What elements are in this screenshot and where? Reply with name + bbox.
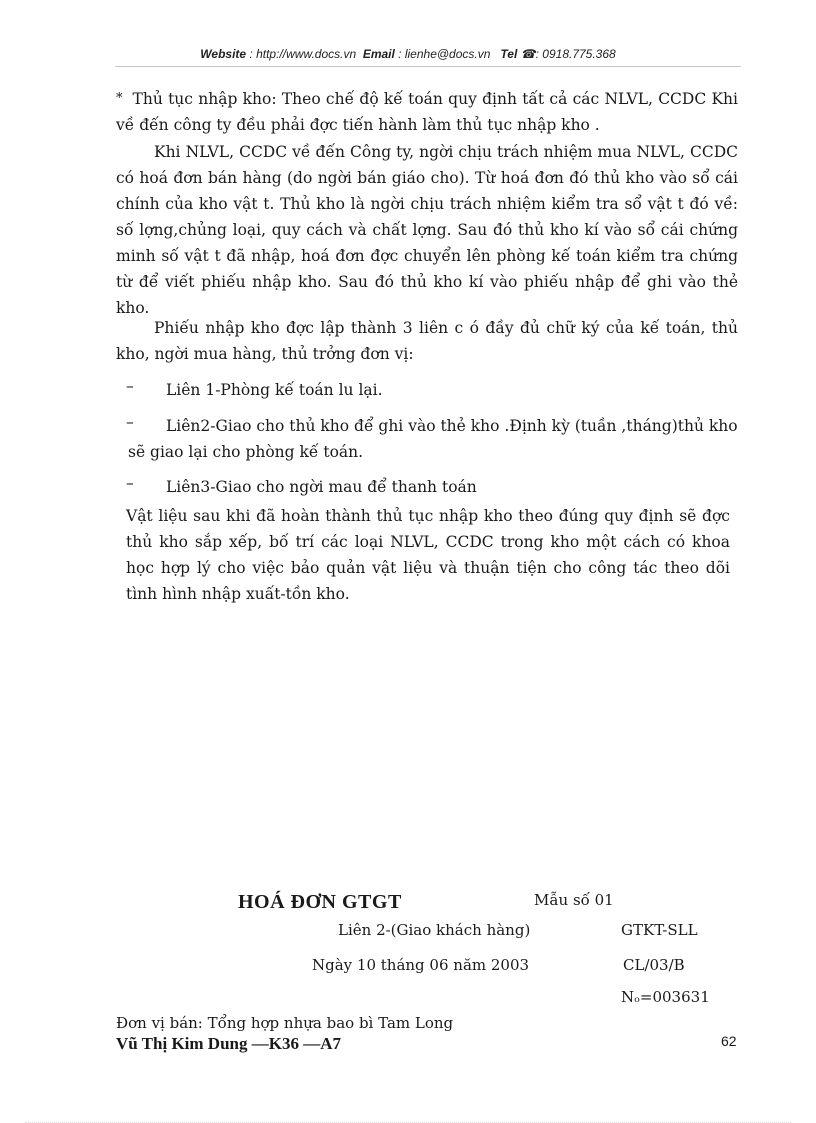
paragraph-3: [116, 315, 738, 367]
invoice-seller: Đơn vị bán: Tổng hợp nhựa bao bì Tam Long: [116, 1014, 454, 1032]
list-item: [126, 474, 738, 500]
list-item: [126, 413, 738, 439]
list-item-2-continued: sẽ giao lại cho phòng kế toán.: [128, 443, 364, 461]
paragraph-4: [126, 503, 730, 607]
dash-bullet: –: [126, 474, 134, 492]
website-url: : http://www.docs.vn: [249, 47, 357, 61]
invoice-title: HOÁ ĐƠN GTGT: [238, 891, 402, 913]
invoice-code: GTKT-SLL: [621, 921, 698, 939]
page-header: [0, 47, 816, 61]
paragraph-2: [116, 139, 738, 321]
paragraph-3-text: Phiếu nhập kho đợc lập thành 3 liên c ó đầy đủ chữ ký của kế toán, thủ kho, ngời mua hàng, thủ trởng đơn vị:: [116, 319, 738, 363]
tel-label: Tel: [500, 47, 518, 61]
dash-bullet: –: [126, 413, 134, 431]
invoice-date: Ngày 10 tháng 06 năm 2003: [312, 956, 530, 974]
email-value: : lienhe@docs.vn: [398, 47, 491, 61]
page-number: 62: [721, 1033, 737, 1049]
list-item-3: Liên3-Giao cho ngời mau để thanh toán: [166, 478, 477, 496]
invoice-series: CL/03/B: [623, 956, 685, 974]
paragraph-4-text: Vật liệu sau khi đã hoàn thành thủ tục nhập kho theo đúng quy định sẽ đợc thủ kho sắp xếp, bố trí các loại NLVL, CCDC trong kho một cách có khoa học hợp lý cho việc bảo quản vật liệu và thuận tiện cho công tác theo dõi tình hình nhập xuất-tồn kho.: [126, 507, 730, 603]
paragraph-1: [116, 86, 738, 138]
footer-author: Vũ Thị Kim Dung —K36 —A7: [116, 1034, 341, 1053]
list-item-2: Liên2-Giao cho thủ kho để ghi vào thẻ kho .Định kỳ (tuần ,tháng)thủ kho: [166, 417, 738, 435]
invoice-form-number: Mẫu số 01: [534, 891, 614, 909]
paragraph-1-text: Thủ tục nhập kho: Theo chế độ kế toán quy định tất cả các NLVL, CCDC Khi về đến công ty đều phải đợc tiến hành làm thủ tục nhập kho .: [116, 90, 738, 134]
dash-bullet: –: [126, 377, 134, 395]
tel-value: : 0918.775.368: [535, 47, 616, 61]
list-item-1: Liên 1-Phòng kế toán lu lại.: [166, 381, 383, 399]
invoice-number: Nₒ=003631: [621, 988, 710, 1006]
star-bullet: *: [116, 91, 123, 106]
header-divider: [115, 66, 741, 67]
invoice-copy: Liên 2-(Giao khách hàng): [338, 921, 531, 939]
list-item: [126, 377, 738, 403]
phone-icon: ☎: [520, 47, 536, 61]
website-label: Website: [200, 47, 247, 61]
email-label: Email: [362, 47, 395, 61]
paragraph-2-text: Khi NLVL, CCDC về đến Công ty, ngời chịu trách nhiệm mua NLVL, CCDC có hoá đơn bán hàng (do ngời bán giáo cho). Từ hoá đơn đó thủ kho vào sổ cái chính của kho vật t. Thủ kho là ngời chịu trách nhiệm kiểm tra sổ vật t đó về: số lợng,chủng loại, quy cách và chất lợng. Sau đó thủ kho kí vào sổ cái chứng minh số vật t đã nhập, hoá đơn đợc chuyển lên phòng kế toán kiểm tra chứng từ để viết phiếu nhập kho. Sau đó thủ kho kí vào phiếu nhập để ghi vào thẻ kho.: [116, 143, 738, 317]
